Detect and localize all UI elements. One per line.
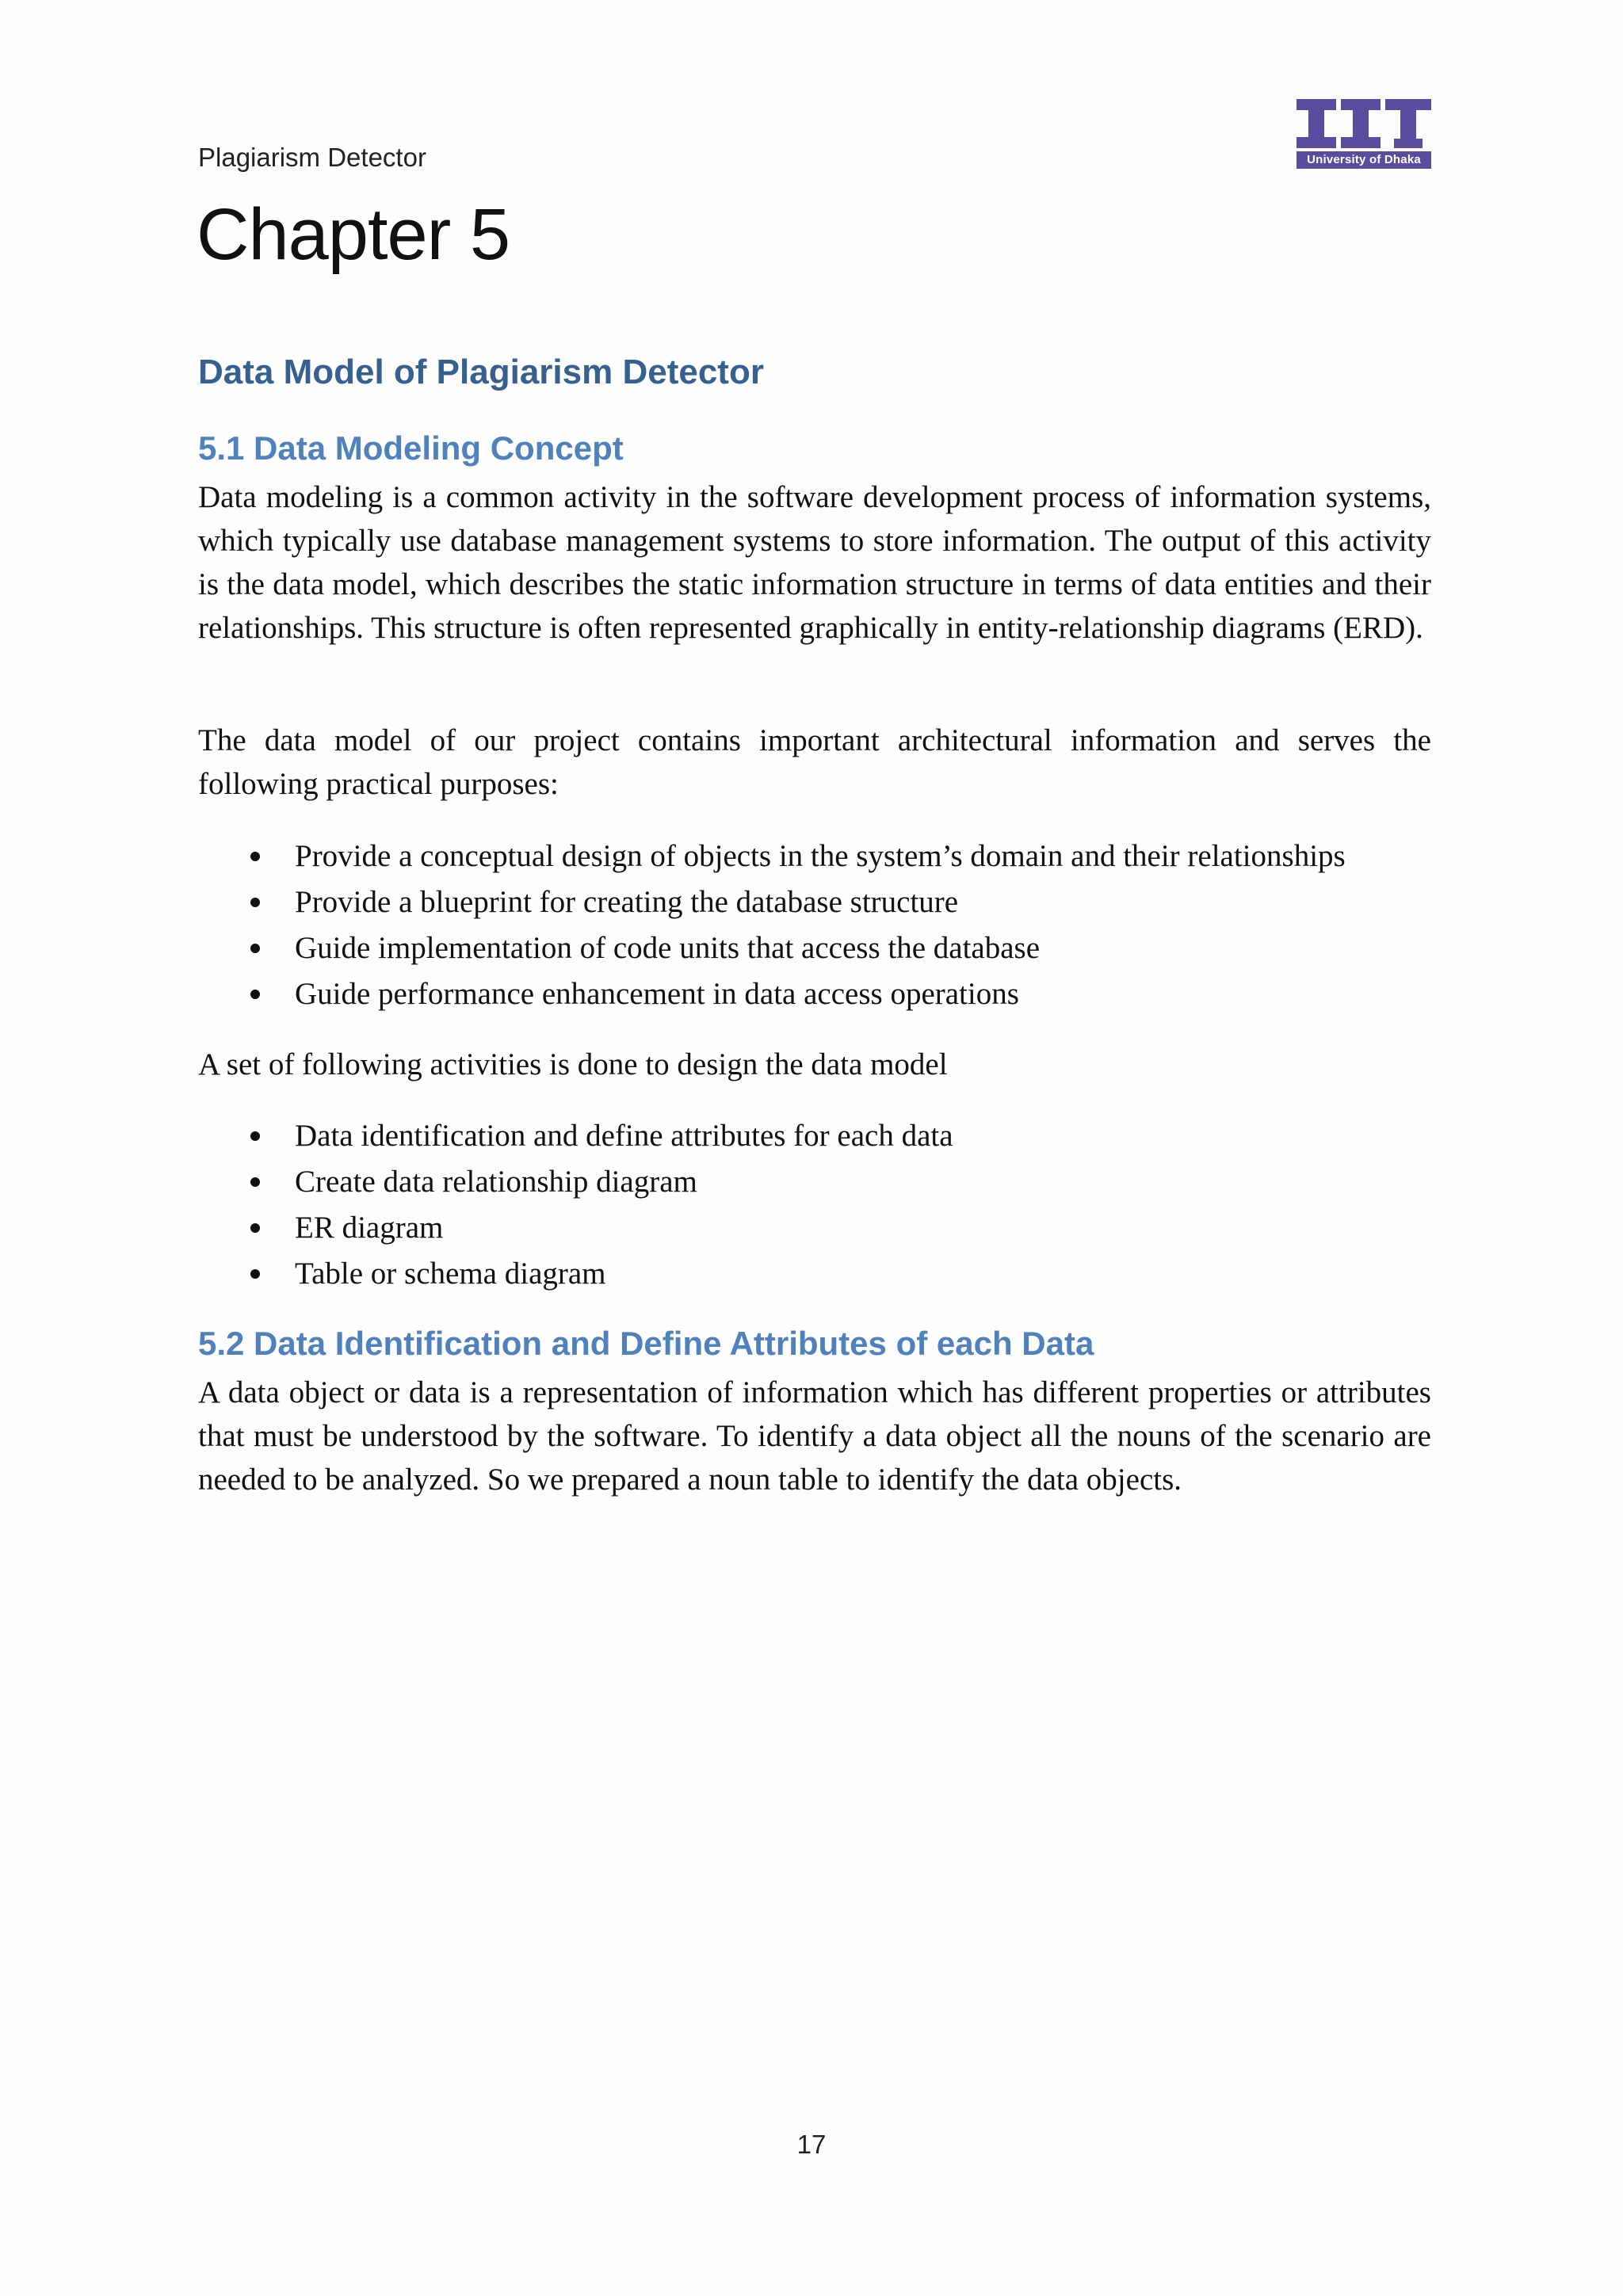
logo-letter-i <box>1296 99 1336 148</box>
paragraph-activities-intro: A set of following activities is done to design the data model <box>198 1047 948 1081</box>
list-item: Guide implementation of code units that access the database <box>198 925 1431 971</box>
bullet-icon <box>250 944 260 953</box>
purposes-list <box>198 833 1431 1017</box>
bullet-icon <box>250 1269 260 1279</box>
logo-subtitle: University of Dhaka <box>1296 151 1431 169</box>
chapter-title: Chapter 5 <box>197 194 510 275</box>
bullet-icon <box>250 898 260 907</box>
paragraph-data-identification: A data object or data is a representation of information which has different properties or attributes that must be understood by the software. To identify a data object all the nouns of the scenario are needed to be analyzed. So we prepared a noun table to identify the data objects. <box>198 1375 1431 1497</box>
logo-mark <box>1296 99 1431 148</box>
list-item: Table or schema diagram <box>198 1251 1431 1297</box>
list-item: Provide a conceptual design of objects in the system’s domain and their relationships <box>198 833 1431 879</box>
logo-letter-t <box>1385 99 1431 148</box>
section-heading-5-2: 5.2 Data Identification and Define Attributes of each Data <box>198 1325 1094 1362</box>
bullet-icon <box>250 852 260 861</box>
logo-letter-i <box>1341 99 1381 148</box>
bullet-icon <box>250 1177 260 1187</box>
iit-logo <box>1296 99 1431 174</box>
list-item: Guide performance enhancement in data access operations <box>198 971 1431 1017</box>
page-number: 17 <box>796 2130 827 2159</box>
list-item: Create data relationship diagram <box>198 1159 1431 1205</box>
list-item: ER diagram <box>198 1205 1431 1251</box>
chapter-heading: Data Model of Plagiarism Detector <box>198 353 764 391</box>
list-item: Data identification and define attributes for each data <box>198 1113 1431 1159</box>
paragraph-purposes-intro: The data model of our project contains important architectural information and serves the following practical purposes: <box>198 723 1431 801</box>
bullet-icon <box>250 990 260 999</box>
list-item: Provide a blueprint for creating the database structure <box>198 879 1431 925</box>
paragraph-data-modeling: Data modeling is a common activity in the software development process of information systems, which typically use database management systems to store information. The output of this activity is the data model, which describes the static information structure in terms of data entities and their relationships. This structure is often represented graphically in entity-relationship diagrams (ERD). <box>198 480 1431 645</box>
running-header: Plagiarism Detector <box>198 143 426 172</box>
section-heading-5-1: 5.1 Data Modeling Concept <box>198 429 624 467</box>
bullet-icon <box>250 1223 260 1233</box>
activities-list <box>198 1113 1431 1297</box>
bullet-icon <box>250 1131 260 1141</box>
